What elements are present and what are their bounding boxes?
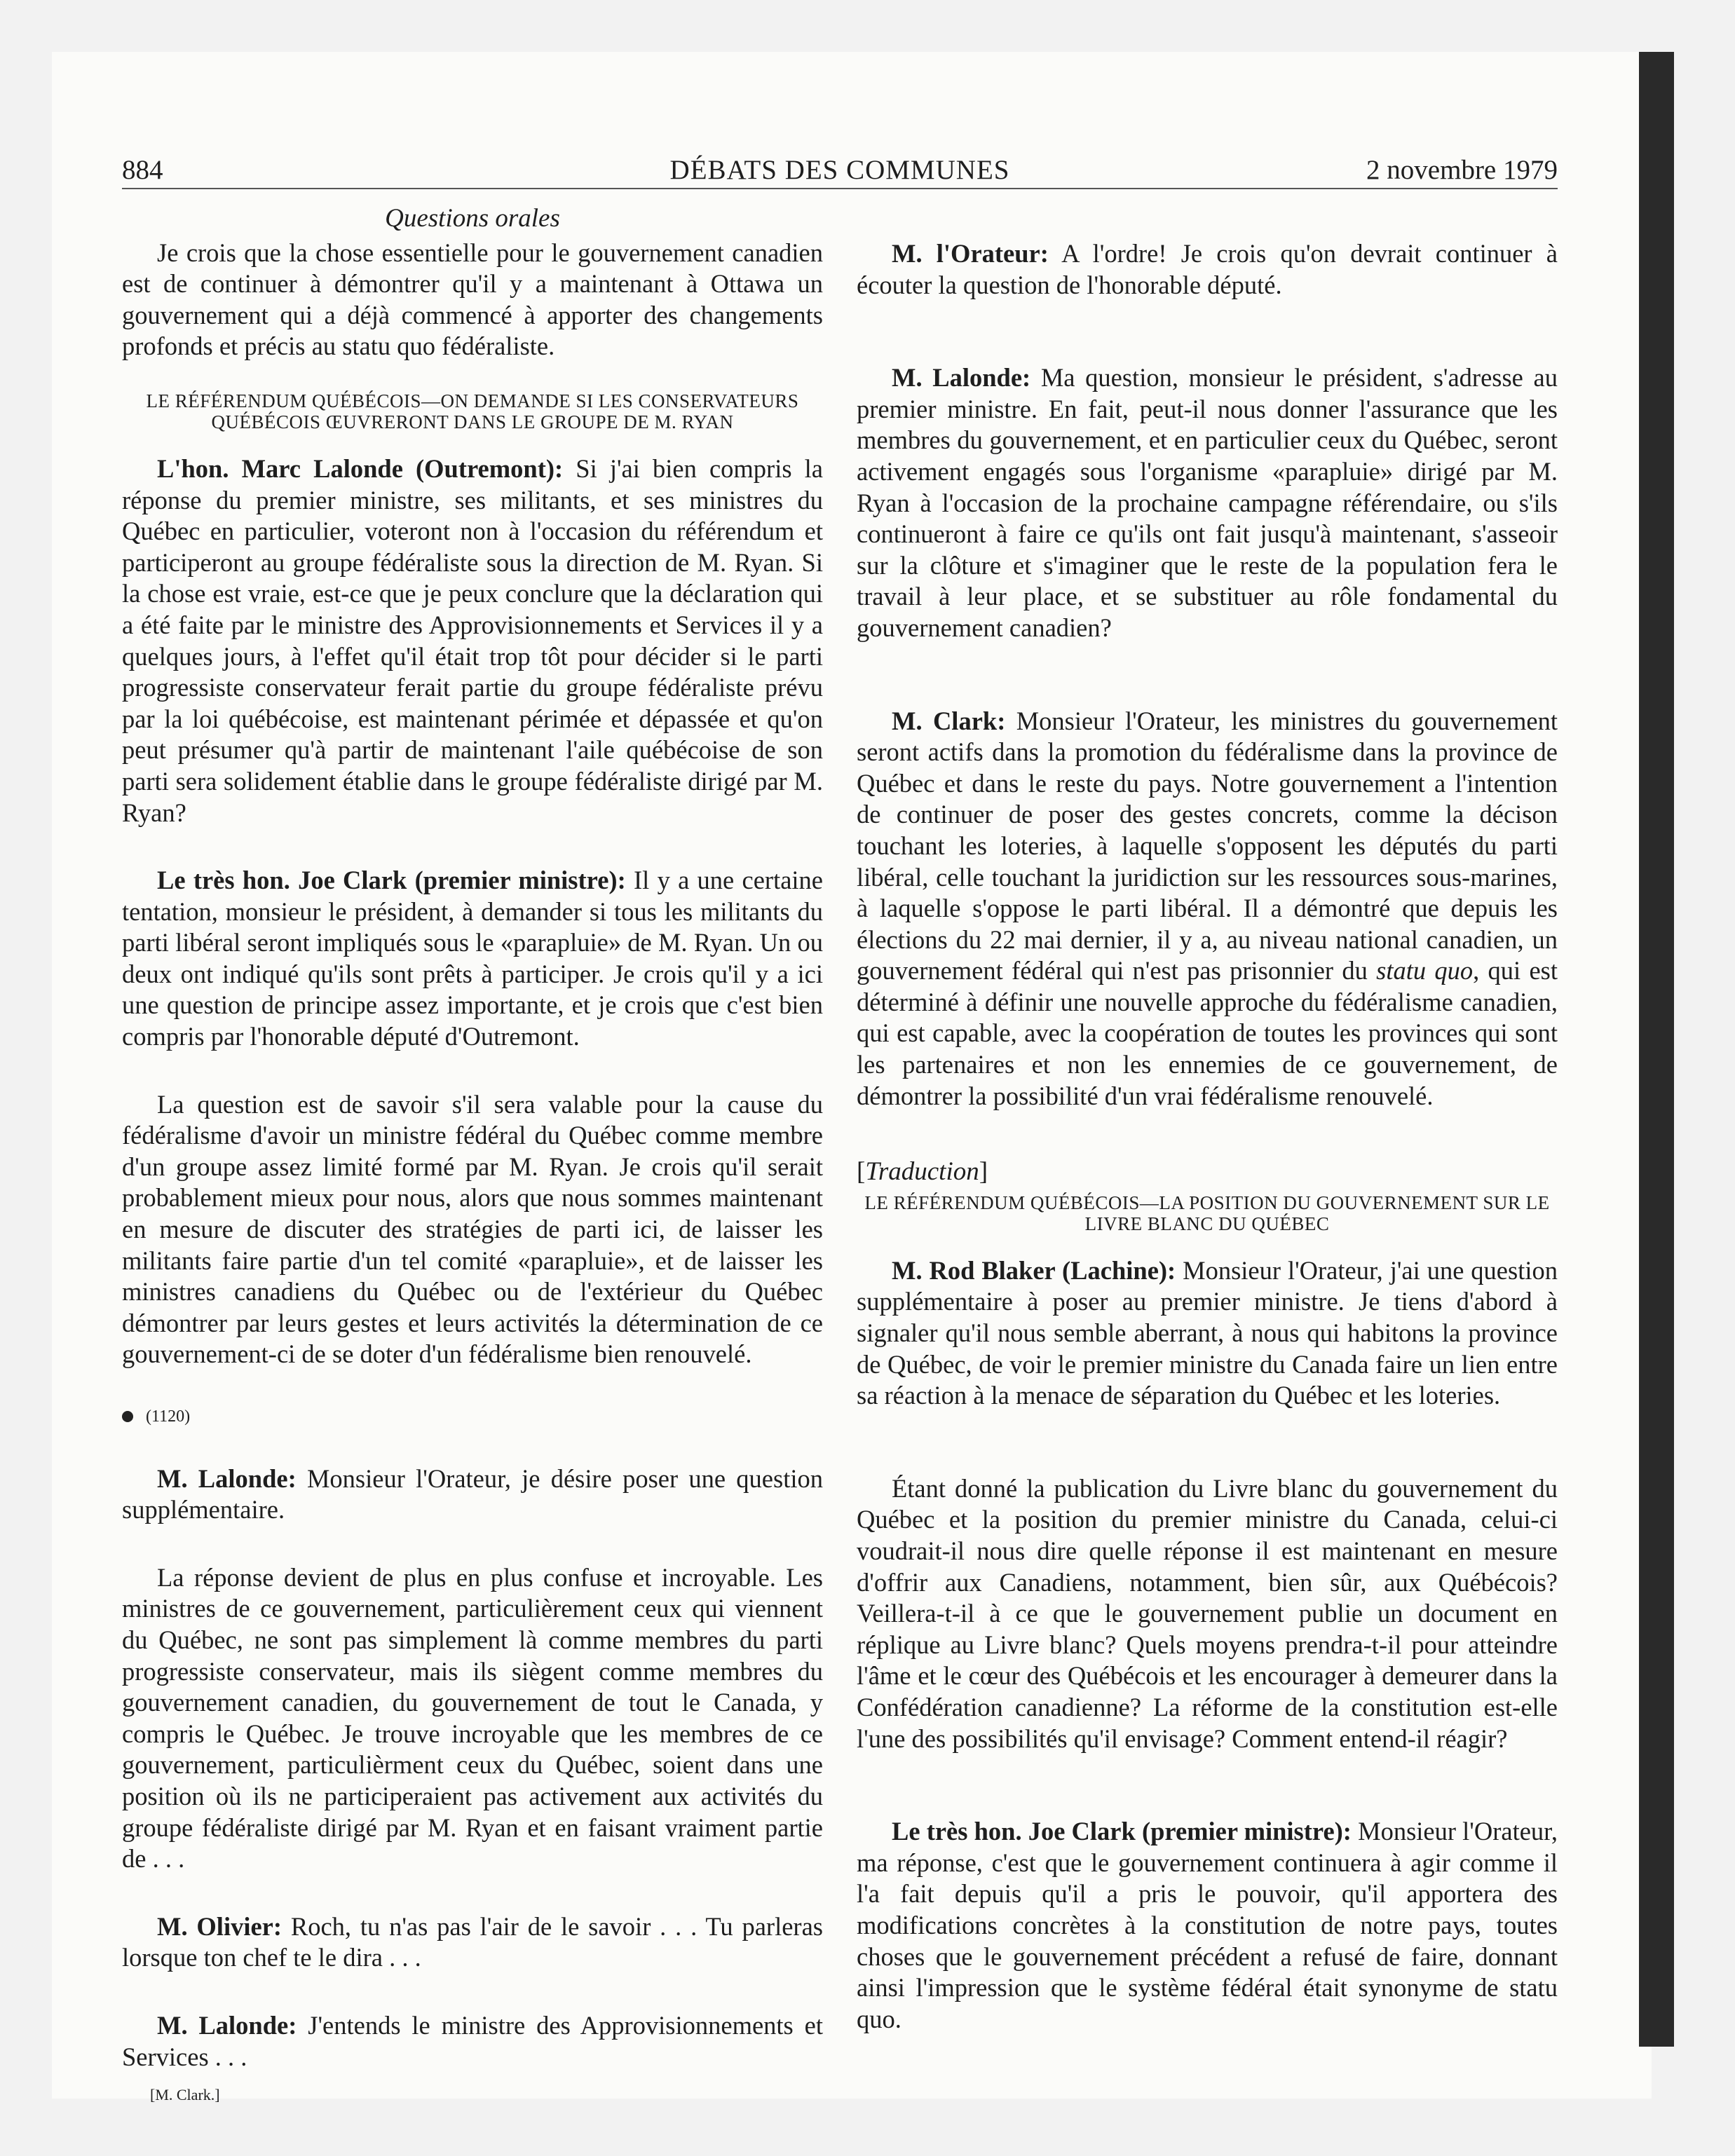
paragraph xyxy=(857,238,1558,301)
paragraph xyxy=(122,453,823,828)
speaker-name: M. Olivier: xyxy=(157,1911,283,1941)
left-column xyxy=(122,203,823,2111)
speech-text: Il y a une certaine tentation, monsieur le président, à demander si tous les militants du parti libéral seront impliqués sous le «parapluie» de M. Ryan. Un ou deux ont indiqué qu'ils sont prêts à participer. Je crois qu'il y a ici une question de principe assez importante, et je crois que c'est bien compris par l'honorable député d'Outremont. xyxy=(122,866,824,1051)
speaker-name: Le très hon. Joe Clark (premier ministre): xyxy=(157,866,626,895)
speaker-name: M. Rod Blaker (Lachine): xyxy=(892,1255,1176,1285)
speech-text: Si j'ai bien compris la réponse du premier ministre, ses militants, et ses ministres du Québec en particulier, voteront non à l'occasion du référendum et participeront au groupe fédéraliste sous la direction de M. Ryan. Si la chose est vraie, est-ce que je peux conclure que la déclaration qui a été faite par le ministre des Approvisionnements et Services il y a quelques jours, à l'effet qu'il était trop tôt pour décider si le parti progressiste conservateur ferait partie du groupe fédéraliste prévu par la loi québécoise, est maintenant périmée et dépassée et qu'on peut présumer qu'à partir de maintenant l'aile québécoise de son parti sera solidement établie dans le groupe fédéraliste dirigé par M. Ryan? xyxy=(122,453,823,827)
speech-text: Monsieur l'Orateur, les ministres du gouvernement seront actifs dans la promotion du fédéralisme dans la province de Québec et dans le reste du pays. Notre gouvernement a l'intention de continuer de poser des gestes concrets, comme la décison touchant les loteries, à laquelle s'opposent les députés du parti libéral, celle touchant la juridiction sur les ressources sous-marines, à laquelle s'oppose le parti libéral. Il a démontré que depuis les élections du 22 mai dernier, il y a, au niveau national canadien, un gouvernement fédéral qui n'est pas prisonnier du xyxy=(857,706,1558,985)
italic-term: statu quo xyxy=(1376,956,1474,985)
speaker-name: L'hon. Marc Lalonde (Outremont): xyxy=(157,453,564,483)
time-marker xyxy=(122,1401,823,1433)
paragraph xyxy=(857,362,1558,643)
footer-reference: [M. Clark.] xyxy=(150,2086,220,2104)
speech-text: Monsieur l'Orateur, je désire poser une question supplémentaire. xyxy=(122,1464,823,1524)
speech-text: Roch, tu n'as pas l'air de le savoir . . . Tu parleras lorsque ton chef te le dira . . . xyxy=(122,1911,823,1972)
speaker-name: M. Lalonde: xyxy=(157,1464,297,1493)
page-date: 2 novembre 1979 xyxy=(1366,155,1558,185)
speech-text: A l'ordre! Je crois qu'on devrait continuer à écouter la question de l'honorable député. xyxy=(857,239,1558,299)
page-number: 884 xyxy=(122,155,163,185)
translation-marker: [Traduction] xyxy=(857,1157,988,1187)
speaker-name: M. Lalonde: xyxy=(157,2010,297,2040)
speech-text: Monsieur l'Orateur, j'ai une question supplémentaire à poser au premier ministre. Je tiens d'abord à signaler qu'il nous semble aberrant, à nous qui habitons la province de Québec, de voir le premier ministre du Canada faire un lien entre sa réaction à la menace de séparation du Québec et les loteries. xyxy=(857,1255,1558,1410)
speech-text: , qui est déterminé à définir une nouvelle approche du fédéralisme canadien, qui est capable, avec la coopération de toutes les provinces qui sont les partenaires et non les ennemies de ce gouvernement, de démontrer la possibilité d'un vrai fédéralisme renouvelé. xyxy=(857,956,1558,1110)
publication-title: DÉBATS DES COMMUNES xyxy=(669,155,1010,185)
speaker-name: Le très hon. Joe Clark (premier ministre): xyxy=(892,1817,1352,1846)
speaker-name: M. l'Orateur: xyxy=(892,239,1049,268)
bullet-icon xyxy=(122,1411,133,1422)
paragraph: Je crois que la chose essentielle pour le gouvernement canadien est de continuer à démontrer qu'il y a maintenant à Ottawa un gouvernement qui a déjà commencé à apporter des changements profonds et précis au statu quo fédéraliste. xyxy=(122,238,823,361)
section-rubric: Questions orales xyxy=(385,204,560,233)
scan-edge-bar xyxy=(1639,52,1674,2047)
paragraph xyxy=(857,1816,1558,2035)
speaker-name: M. Lalonde: xyxy=(892,363,1031,393)
translation-label: Traduction xyxy=(865,1157,979,1187)
speech-text: Monsieur l'Orateur, ma réponse, c'est que le gouvernement continuera à agir comme il l'a fait depuis qu'il a pris le pouvoir, qu'il apportera des modifications concrètes à la constitution de notre pays, toutes choses que le gouvernement précédent a refusé de faire, donnant ainsi l'impression que le système fédéral était synonyme de statu quo. xyxy=(857,1817,1558,2033)
paragraph: Étant donné la publication du Livre blanc du gouvernement du Québec et la position du premier ministre du Canada, celui-ci voudrait-il nous dire quelle réponse il est maintenant en mesure d'offrir aux Canadiens, notamment, bien sûr, aux Québécois? Veillera-t-il à ce que le gouvernement publie un document en réplique au Livre blanc? Quels moyens prendra-t-il pour atteindre l'âme et le cœur des Québécois et les encourager à demeurer dans la Confédération canadienne? La réforme de la constitution est-elle l'une des possibilités qu'il envisage? Comment entend-il réagir? xyxy=(857,1473,1558,1753)
paragraph xyxy=(122,2010,823,2073)
paragraph xyxy=(122,865,823,1053)
section-heading: LE RÉFÉRENDUM QUÉBÉCOIS—ON DEMANDE SI LES CONSERVATEURS QUÉBÉCOIS ŒUVRERONT DANS LE GROUPE DE M. RYAN xyxy=(146,390,799,432)
paragraph xyxy=(857,1255,1558,1412)
paragraph xyxy=(857,706,1558,1112)
paragraph: La réponse devient de plus en plus confuse et incroyable. Les ministres de ce gouvernement, particulièrement ceux qui viennent du Québec, ne sont pas simplement là comme membres du parti progressiste conservateur, mais ils siègent comme membres du gouvernement canadien, du gouvernement de tout le Canada, y compris le Québec. Je trouve incroyable que les membres de ce gouvernement, particulièrment ceux du Québec, soient dans une position où ils ne participeraient pas activement aux activités du groupe fédéraliste dirigé par M. Ryan et en faisant vraiment partie de . . . xyxy=(122,1562,823,1874)
time-label: (1120) xyxy=(146,1407,191,1426)
paragraph xyxy=(122,1911,823,1974)
speech-text: J'entends le ministre des Approvisionnements et Services . . . xyxy=(122,2010,823,2071)
paragraph: La question est de savoir s'il sera valable pour la cause du fédéralisme d'avoir un ministre fédéral du Québec comme membre d'un groupe assez limité formé par M. Ryan. Je crois qu'il serait probablement mieux pour nous, alors que nous sommes maintenant en mesure de discuter des stratégies de parti ici, de laisser les militants faire partie d'un tel comité «parapluie», et de laisser les ministres canadiens du Québec ou de l'extérieur du Québec démontrer par leurs gestes et leurs activités la détermination de ce gouvernement-ci de se doter d'un fédéralisme bien renouvelé. xyxy=(122,1089,823,1369)
page-header xyxy=(122,149,1558,189)
speaker-name: M. Clark: xyxy=(892,706,1006,735)
section-heading: LE RÉFÉRENDUM QUÉBÉCOIS—LA POSITION DU GOUVERNEMENT SUR LE LIVRE BLANC DU QUÉBEC xyxy=(864,1192,1550,1234)
paragraph xyxy=(122,1464,823,1526)
right-column xyxy=(857,238,1558,2071)
speech-text: Ma question, monsieur le président, s'adresse au premier ministre. En fait, peut-il nous donner l'assurance que les membres du gouvernement, et en particulier ceux du Québec, seront activement engagés sous l'organisme «parapluie» dirigé par M. Ryan à l'occasion de la prochaine campagne référendaire, ou s'ils continueront à faire ce qu'ils ont fait jusqu'à maintenant, s'asseoir sur la clôture et s'imaginer que le reste de la population fera le travail à leur place, et se substituer au rôle fondamental du gouvernement canadien? xyxy=(857,363,1558,642)
